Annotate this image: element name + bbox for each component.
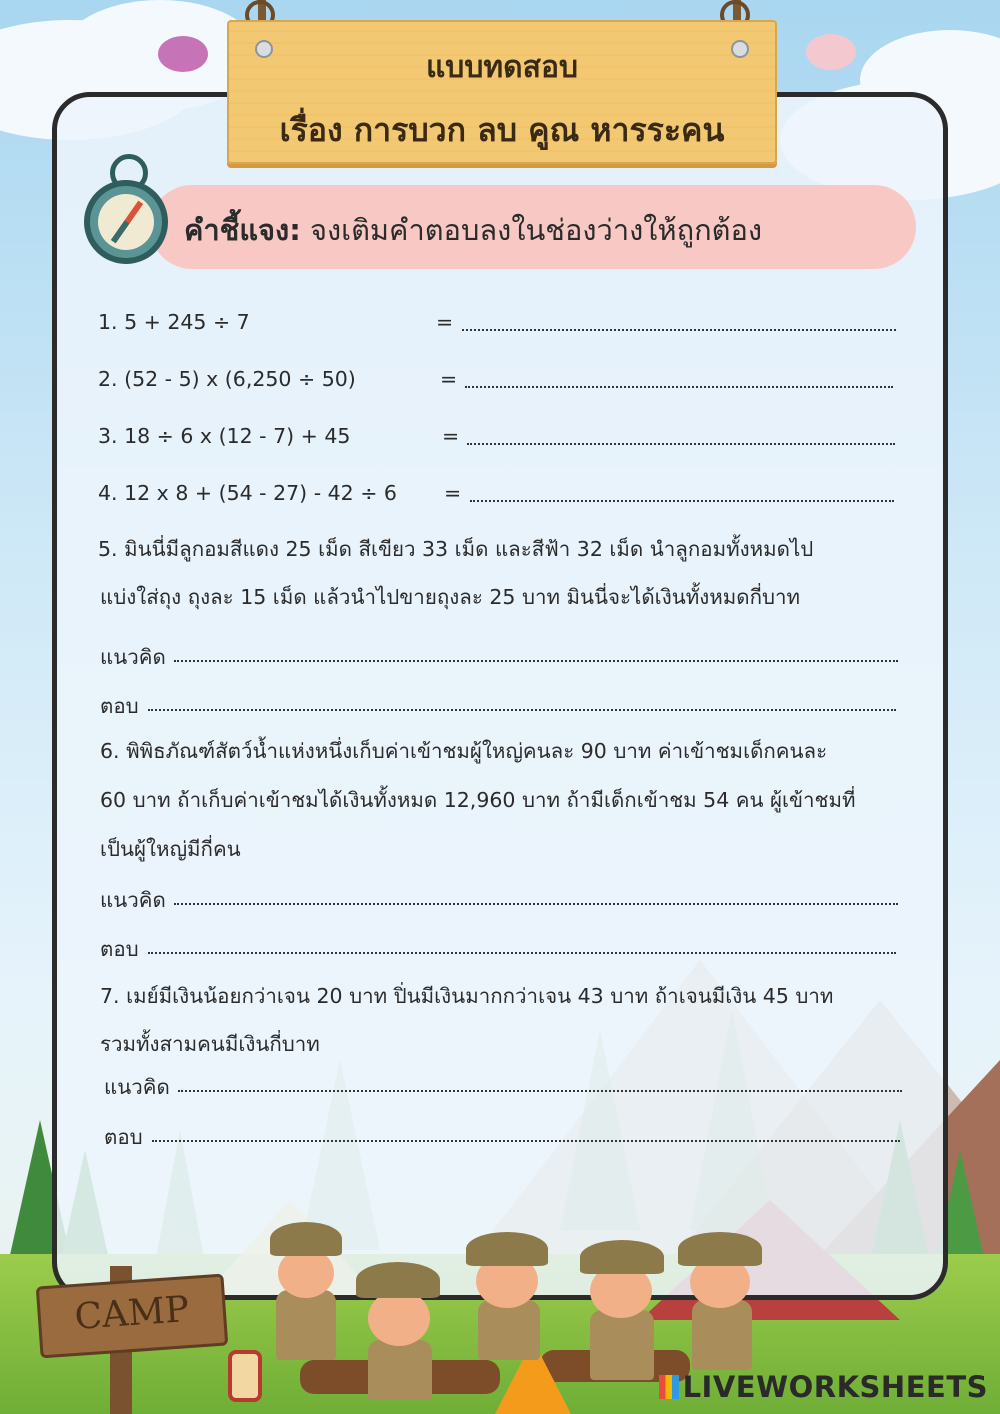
instruction-body: จงเติมคำตอบลงในช่องว่างให้ถูกต้อง <box>310 213 763 247</box>
answer-blank-5[interactable] <box>148 709 896 711</box>
answer-label: ตอบ <box>104 1125 143 1149</box>
method-label: แนวคิด <box>100 645 166 669</box>
answer-label: ตอบ <box>100 694 139 718</box>
logo-text: LIVEWORKSHEETS <box>682 1370 988 1404</box>
camper-hat <box>356 1262 440 1298</box>
camper-figure <box>478 1300 540 1360</box>
question-6-line3: เป็นผู้ใหญ่มีกี่คน <box>100 837 241 861</box>
question-3: 3. 18 ÷ 6 x (12 - 7) + 45 <box>98 424 351 448</box>
answer-blank-7[interactable] <box>152 1140 900 1142</box>
camper-hat <box>580 1240 664 1274</box>
method-label: แนวคิด <box>104 1075 170 1099</box>
title-sign <box>227 20 777 164</box>
answer-blank-1[interactable] <box>462 329 896 331</box>
camper-figure <box>276 1290 336 1360</box>
equals-sign: = <box>440 367 458 391</box>
liveworksheets-logo-icon <box>659 1375 679 1399</box>
nail-icon <box>731 40 749 58</box>
answer-label: ตอบ <box>100 937 139 961</box>
bird-icon <box>806 34 856 70</box>
question-7-line1: 7. เมย์มีเงินน้อยกว่าเจน 20 บาท ปิ่นมีเงินมากกว่าเจน 43 บาท ถ้าเจนมีเงิน 45 บาท <box>100 984 834 1008</box>
camper-figure <box>692 1300 752 1370</box>
instruction-bar <box>150 185 916 269</box>
camper-figure <box>368 1340 432 1400</box>
question-5-line2: แบ่งใส่ถุง ถุงละ 15 เม็ด แล้วนำไปขายถุงละ 25 บาท มินนี่จะได้เงินทั้งหมดกี่บาท <box>100 585 801 609</box>
question-4: 4. 12 x 8 + (54 - 27) - 42 ÷ 6 <box>98 481 397 505</box>
question-6-line2: 60 บาท ถ้าเก็บค่าเข้าชมได้เงินทั้งหมด 12,960 บาท ถ้ามีเด็กเข้าชม 54 คน ผู้เข้าชมที่ <box>100 788 856 812</box>
method-label: แนวคิด <box>100 888 166 912</box>
equals-sign: = <box>444 481 462 505</box>
question-2: 2. (52 - 5) x (6,250 ÷ 50) <box>98 367 356 391</box>
answer-blank-2[interactable] <box>465 386 893 388</box>
question-6-line1: 6. พิพิธภัณฑ์สัตว์น้ำแห่งหนึ่งเก็บค่าเข้าชมผู้ใหญ่คนละ 90 บาท ค่าเข้าชมเด็กคนละ <box>100 739 828 763</box>
compass-icon <box>84 180 168 264</box>
camper-hat <box>466 1232 548 1266</box>
camper-figure <box>590 1310 654 1380</box>
camper-hat <box>678 1232 762 1266</box>
answer-blank-4[interactable] <box>470 500 894 502</box>
lantern-icon <box>228 1350 262 1402</box>
worksheet-subtitle: เรื่อง การบวก ลบ คูณ หารระคน <box>279 111 725 149</box>
answer-blank-6[interactable] <box>148 952 896 954</box>
question-5-line1: 5. มินนี่มีลูกอมสีแดง 25 เม็ด สีเขียว 33 เม็ด และสีฟ้า 32 เม็ด นำลูกอมทั้งหมดไป <box>98 537 814 561</box>
question-7-line2: รวมทั้งสามคนมีเงินกี่บาท <box>100 1032 320 1056</box>
camper-face <box>368 1290 430 1346</box>
instruction-label: คำชี้แจง: <box>184 213 301 247</box>
method-blank-5[interactable] <box>174 660 898 662</box>
camper-hat <box>270 1222 342 1256</box>
method-blank-7[interactable] <box>178 1090 902 1092</box>
worksheet-title: แบบทดสอบ <box>425 50 579 85</box>
question-1: 1. 5 + 245 ÷ 7 <box>98 310 250 334</box>
camp-sign-text: CAMP <box>73 1289 191 1338</box>
answer-blank-3[interactable] <box>467 443 895 445</box>
worksheet-card <box>52 92 948 1300</box>
instruction-text <box>184 207 762 253</box>
nail-icon <box>255 40 273 58</box>
method-blank-6[interactable] <box>174 903 898 905</box>
equals-sign: = <box>436 310 454 334</box>
equals-sign: = <box>442 424 460 448</box>
liveworksheets-logo[interactable] <box>659 1370 988 1404</box>
camp-sign <box>36 1274 229 1359</box>
bird-icon <box>158 36 208 72</box>
